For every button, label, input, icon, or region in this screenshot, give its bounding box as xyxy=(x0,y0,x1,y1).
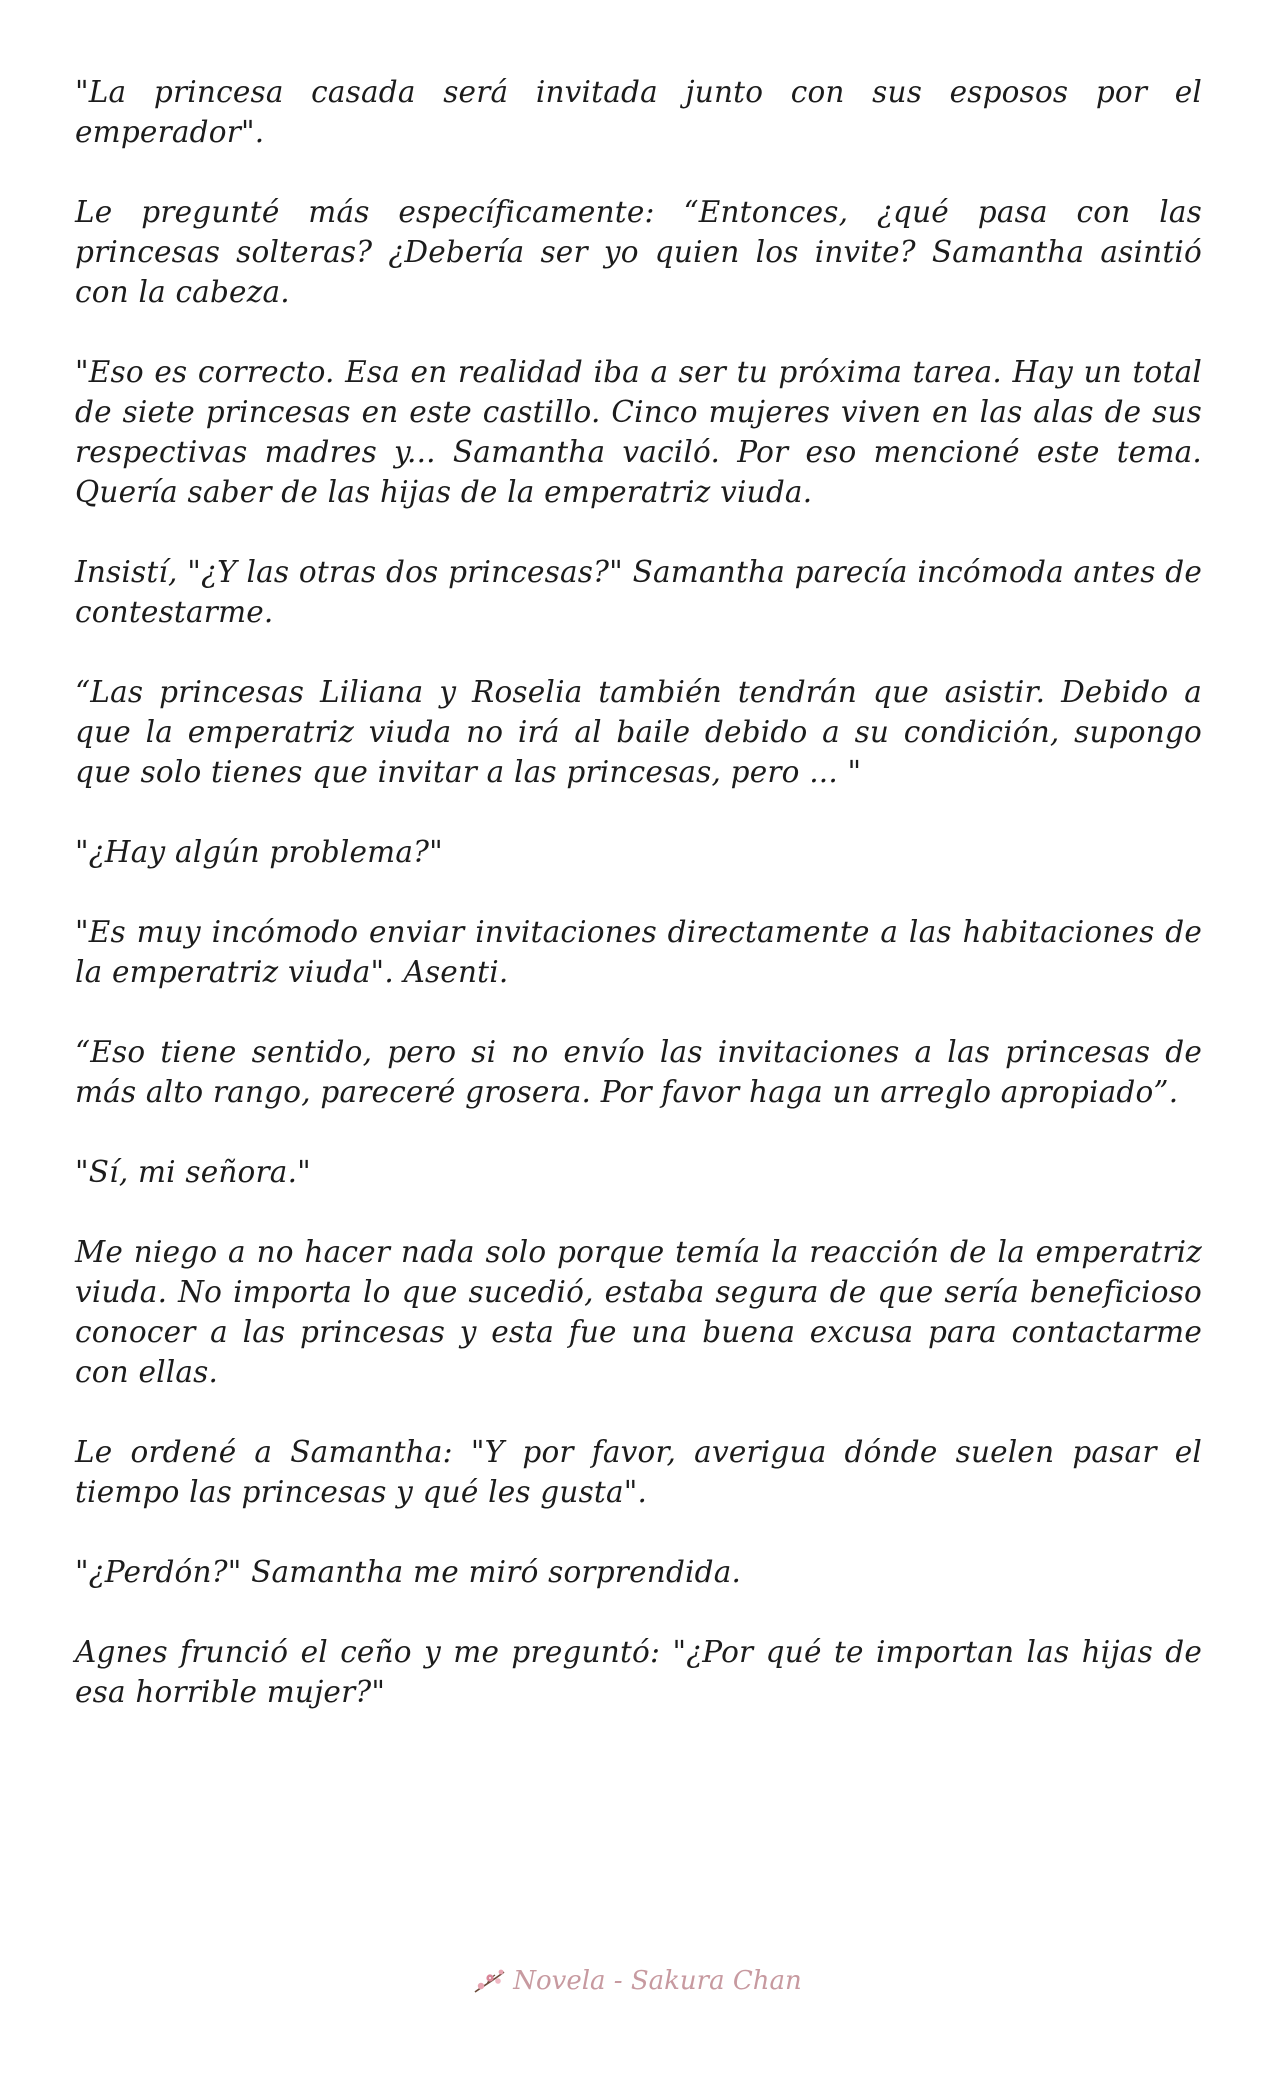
footer-brand-text: Novela - Sakura Chan xyxy=(513,1966,802,1996)
paragraph-13: Agnes frunció el ceño y me preguntó: "¿Por qué te importan las hijas de esa horrible mujer?" xyxy=(75,1635,1202,1709)
document-body xyxy=(75,72,1202,1752)
paragraph-1: "La princesa casada será invitada junto con sus esposos por el emperador". xyxy=(75,75,1202,149)
paragraph-6: "¿Hay algún problema?" xyxy=(75,835,443,869)
paragraph-4: Insistí, "¿Y las otras dos princesas?" Samantha parecía incómoda antes de contestarme. xyxy=(75,555,1202,629)
sakura-branch-icon xyxy=(473,1966,507,1996)
paragraph-8: “Eso tiene sentido, pero si no envío las invitaciones a las princesas de más alto rango, pareceré grosera. Por favor haga un arreglo apropiado”. xyxy=(75,1035,1202,1109)
paragraph-3: "Eso es correcto. Esa en realidad iba a ser tu próxima tarea. Hay un total de siete princesas en este castillo. Cinco mujeres viven en las alas de sus respectivas madres y... Samantha vaciló. Por eso mencioné este tema. Quería saber de las hijas de la emperatriz viuda. xyxy=(75,355,1202,509)
paragraph-9: "Sí, mi señora." xyxy=(75,1155,311,1189)
footer-watermark xyxy=(0,1965,1275,1996)
paragraph-5: “Las princesas Liliana y Roselia también tendrán que asistir. Debido a que la emperatriz viuda no irá al baile debido a su condición, supongo que solo tienes que invitar a las princesas, pero ... " xyxy=(75,675,1202,789)
paragraph-7: "Es muy incómodo enviar invitaciones directamente a las habitaciones de la emperatriz viuda". Asenti. xyxy=(75,915,1202,989)
paragraph-2: Le pregunté más específicamente: “Entonces, ¿qué pasa con las princesas solteras? ¿Debería ser yo quien los invite? Samantha asintió con la cabeza. xyxy=(75,195,1202,309)
paragraph-11: Le ordené a Samantha: "Y por favor, averigua dónde suelen pasar el tiempo las princesas y qué les gusta". xyxy=(75,1435,1202,1509)
paragraph-12: "¿Perdón?" Samantha me miró sorprendida. xyxy=(75,1555,742,1589)
paragraph-10: Me niego a no hacer nada solo porque temía la reacción de la emperatriz viuda. No importa lo que sucedió, estaba segura de que sería beneficioso conocer a las princesas y esta fue una buena excusa para contactarme con ellas. xyxy=(75,1235,1202,1389)
